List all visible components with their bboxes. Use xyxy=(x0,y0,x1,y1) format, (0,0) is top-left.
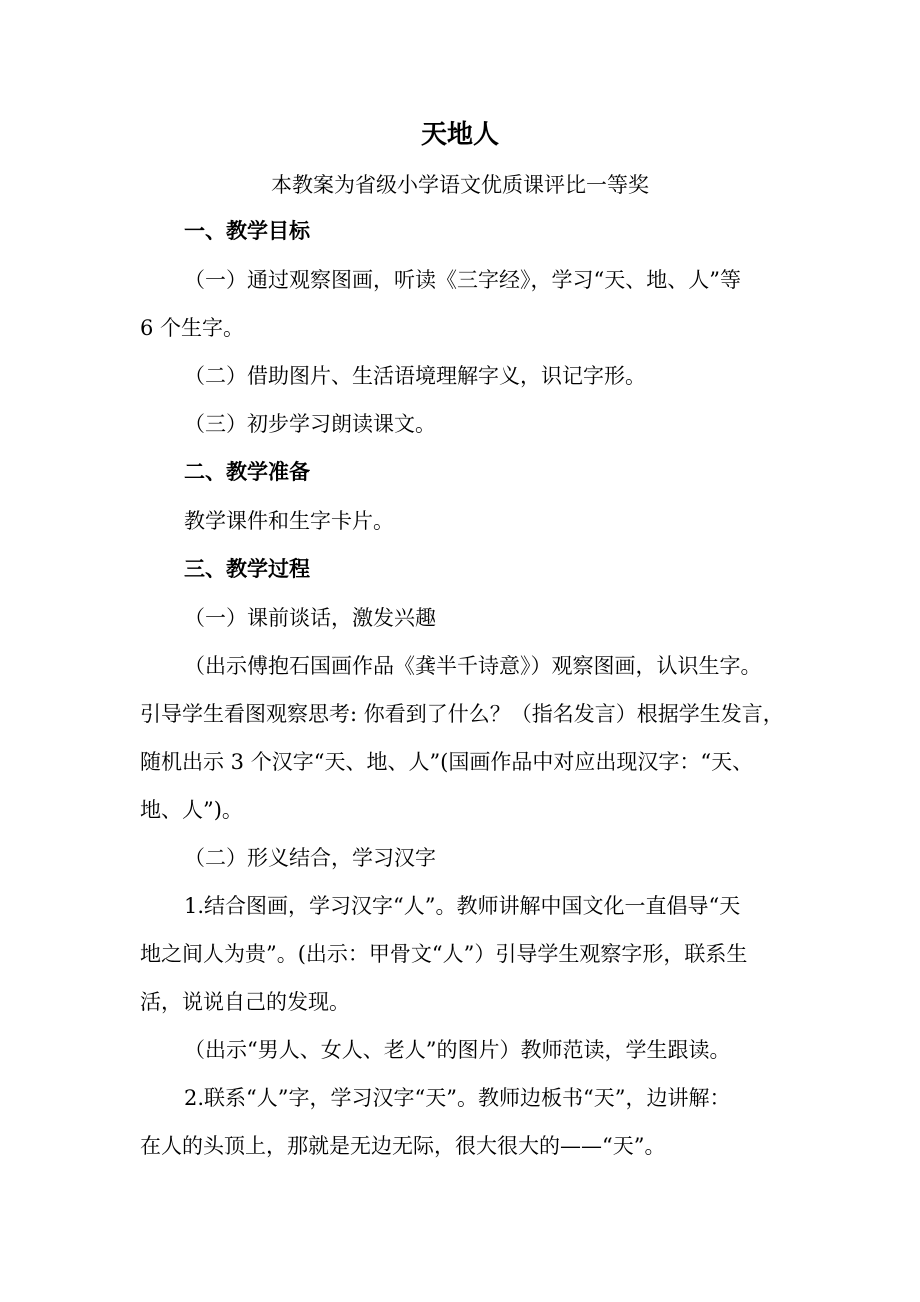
paragraph-1-line-2: 引导学生看图观察思考: 你看到了什么？（指名发言）根据学生发言， xyxy=(140,702,784,726)
section-heading-process: 三、教学过程 xyxy=(184,557,310,581)
paragraph-1-line-1: （出示傅抱石国画作品《龚半千诗意》）观察图画，认识生字。 xyxy=(184,654,762,678)
process-step-2-title: （二）形义结合，学习汉字 xyxy=(184,846,436,870)
paragraph-3-line-1: （出示“男人、女人、老人”的图片）教师范读，学生跟读。 xyxy=(184,1038,731,1062)
paragraph-4-line-2: 在人的头顶上，那就是无边无际，很大很大的——“天”。 xyxy=(140,1134,666,1158)
paragraph-1-line-3: 随机出示 3 个汉字“天、地、人”(国画作品中对应出现汉字：“天、 xyxy=(140,750,754,774)
section-heading-objectives: 一、教学目标 xyxy=(184,219,310,243)
document-subtitle: 本教案为省级小学语文优质课评比一等奖 xyxy=(271,173,649,197)
paragraph-4-line-1: 2.联系“人”字，学习汉字“天”。教师边板书“天”，边讲解： xyxy=(184,1086,731,1110)
paragraph-2-line-3: 活，说说自己的发现。 xyxy=(140,990,350,1014)
objective-item-1-line-1: （一）通过观察图画，听读《三字经》，学习“天、地、人”等 xyxy=(184,268,741,292)
objective-item-3: （三）初步学习朗读课文。 xyxy=(184,412,436,436)
process-step-1-title: （一）课前谈话，激发兴趣 xyxy=(184,606,436,630)
objective-item-2: （二）借助图片、生活语境理解字义，识记字形。 xyxy=(184,364,646,388)
preparation-text: 教学课件和生字卡片。 xyxy=(184,509,394,533)
section-heading-preparation: 二、教学准备 xyxy=(184,460,310,484)
document-title: 天地人 xyxy=(420,120,499,150)
paragraph-2-line-2: 地之间人为贵”。(出示：甲骨文“人”）引导学生观察字形，联系生 xyxy=(140,942,748,966)
paragraph-1-line-4: 地、人”)。 xyxy=(140,798,243,822)
objective-item-1-line-2: 6 个生字。 xyxy=(140,316,245,340)
paragraph-2-line-1: 1.结合图画，学习汉字“人”。教师讲解中国文化一直倡导“天 xyxy=(184,894,741,918)
